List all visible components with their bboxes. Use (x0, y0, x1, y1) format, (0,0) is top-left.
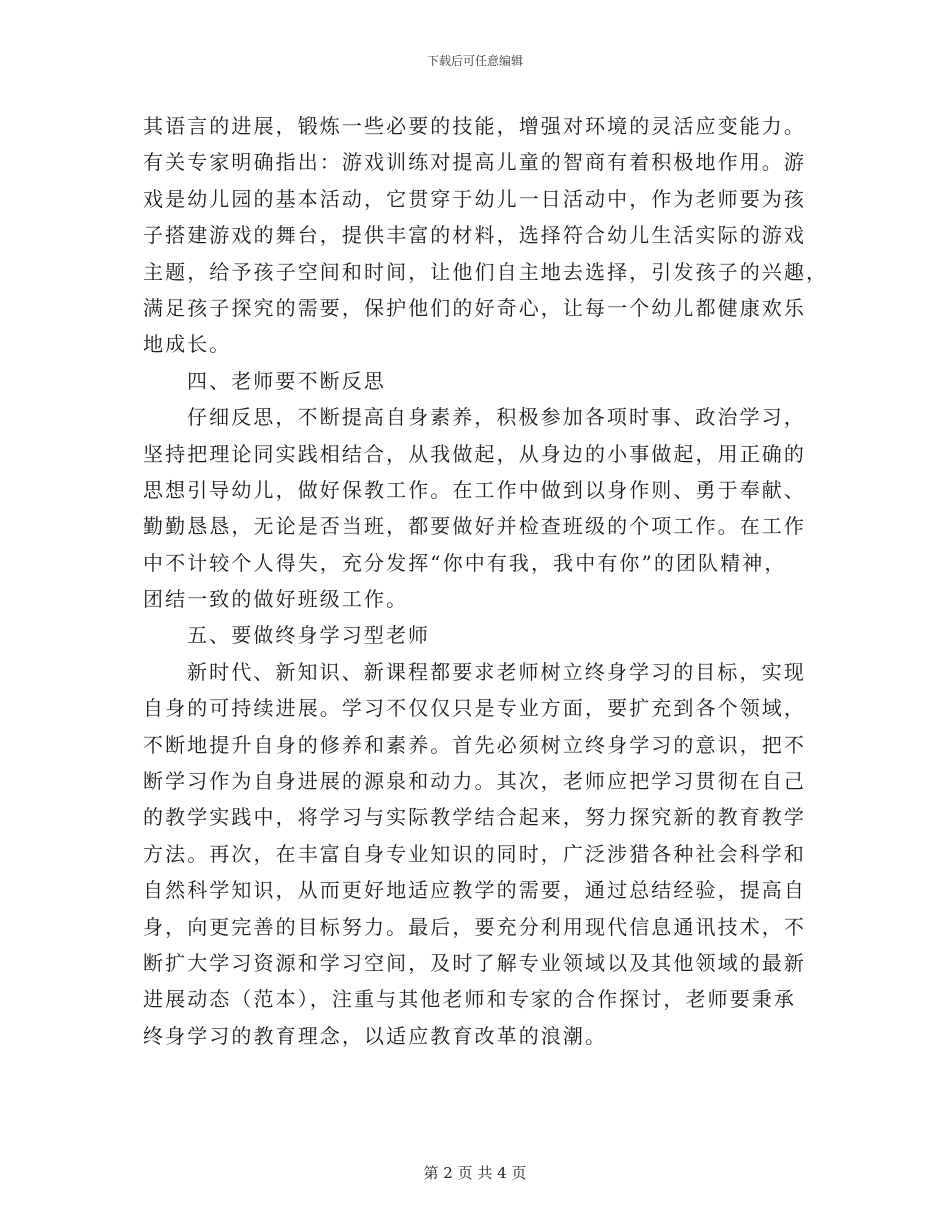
page-header: 下载后可任意编辑 (426, 54, 523, 68)
text-line: 勤勤恳恳，无论是否当班，都要做好并检查班级的个项工作。在工作 (143, 514, 806, 539)
text-line: 有关专家明确指出：游戏训练对提高儿童的智商有着积极地作用。游 (143, 150, 806, 175)
text-line: 断扩大学习资源和学习空间，及时了解专业领域以及其他领域的最新 (143, 950, 806, 975)
text-line: 地成长。 (143, 332, 232, 357)
text-line: 主题，给予孩子空间和时间，让他们自主地去选择，引发孩子的兴趣， (143, 259, 829, 284)
text-line: 思想引导幼儿，做好保教工作。在工作中做到以身作则、勇于奉献、 (143, 477, 806, 502)
text-line: 团结一致的做好班级工作。 (143, 587, 409, 612)
text-line: 断学习作为自身进展的源泉和动力。其次，老师应把学习贯彻在自己 (143, 769, 806, 794)
text-line: 身，向更完善的目标努力。最后，要充分利用现代信息通讯技术，不 (143, 914, 806, 939)
text-line: 仔细反思，不断提高自身素养，积极参加各项时事、政治学习， (187, 405, 806, 430)
text-line: 中不计较个人得失，充分发挥“你中有我，我中有你”的团队精神， (143, 550, 787, 575)
text-line: 不断地提升自身的修养和素养。首先必须树立终身学习的意识，把不 (143, 732, 806, 757)
text-line: 自然科学知识，从而更好地适应教学的需要，通过总结经验，提高自 (143, 878, 806, 903)
text-line: 新时代、新知识、新课程都要求老师树立终身学习的目标，实现 (187, 659, 806, 684)
text-line: 坚持把理论同实践相结合，从我做起，从身边的小事做起，用正确的 (143, 441, 806, 466)
page-number-footer: 第 2 页 共 4 页 (423, 1164, 527, 1182)
text-line: 自身的可持续进展。学习不仅仅只是专业方面，要扩充到各个领域， (143, 696, 806, 721)
document-body (143, 108, 829, 1054)
text-line: 终身学习的教育理念，以适应教育改革的浪潮。 (143, 1023, 608, 1048)
text-line: 的教学实践中，将学习与实际教学结合起来，努力探究新的教育教学 (143, 805, 806, 830)
text-line: 满足孩子探究的需要，保护他们的好奇心，让每一个幼儿都健康欢乐 (143, 295, 806, 320)
text-line: 进展动态（范本），注重与其他老师和专家的合作探讨，老师要秉承 (143, 987, 796, 1012)
text-line: 方法。再次，在丰富自身专业知识的同时，广泛涉猎各种社会科学和 (143, 841, 806, 866)
text-line: 其语言的进展，锻炼一些必要的技能，增强对环境的灵活应变能力。 (143, 114, 806, 138)
text-line: 子搭建游戏的舞台，提供丰富的材料，选择符合幼儿生活实际的游戏 (143, 223, 806, 248)
text-line: 戏是幼儿园的基本活动，它贯穿于幼儿一日活动中，作为老师要为孩 (143, 186, 806, 211)
section-heading-4: 四、老师要不断反思 (187, 368, 386, 393)
section-heading-5: 五、要做终身学习型老师 (187, 623, 431, 648)
